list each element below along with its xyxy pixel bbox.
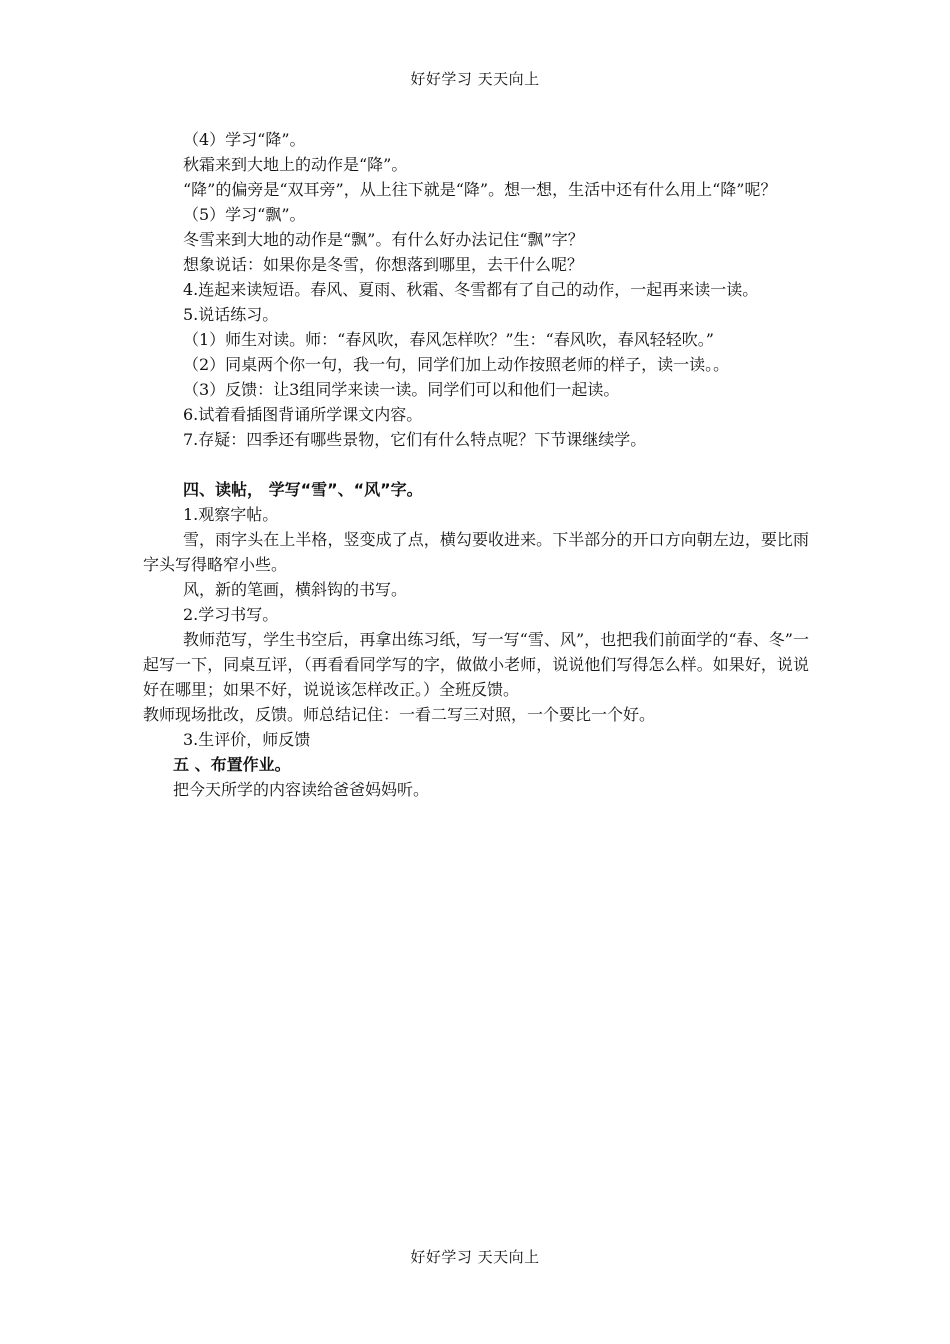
document-body [143, 127, 809, 802]
paragraph: 雪，雨字头在上半格，竖变成了点，横勾要收进来。下半部分的开口方向朝左边，要比雨字头写得略窄小些。 [143, 530, 809, 574]
paragraph: （1）师生对读。师：“春风吹，春风怎样吹？”生：“春风吹，春风轻轻吹。” [183, 330, 714, 349]
paragraph: 冬雪来到大地的动作是“飘”。有什么好办法记住“飘”字？ [183, 230, 584, 249]
paragraph: 7.存疑：四季还有哪些景物，它们有什么特点呢？下节课继续学。 [183, 430, 647, 449]
paragraph: 教师现场批改，反馈。师总结记住：一看二写三对照，一个要比一个好。 [143, 705, 656, 724]
paragraph: 秋霜来到大地上的动作是“降”。 [183, 155, 408, 174]
page-footer: 好好学习 天天向上 [410, 1248, 540, 1266]
paragraph: 风，新的笔画，横斜钩的书写。 [183, 580, 408, 599]
paragraph: （2）同桌两个你一句，我一句，同学们加上动作按照老师的样子，读一读。。 [183, 355, 730, 374]
section-heading: 五 、布置作业。 [173, 755, 291, 774]
section-heading: 四、读帖， 学写“雪”、“风”字。 [183, 480, 423, 499]
paragraph: （3）反馈：让3组同学来读一读。同学们可以和他们一起读。 [183, 380, 620, 399]
paragraph: （5）学习“飘”。 [183, 205, 306, 224]
paragraph: 3.生评价，师反馈 [183, 730, 311, 749]
paragraph: 1.观察字帖。 [183, 505, 279, 524]
paragraph: “降”的偏旁是“双耳旁”，从上往下就是“降”。想一想，生活中还有什么用上“降”呢？ [183, 180, 777, 199]
paragraph: （4）学习“降”。 [183, 130, 306, 149]
paragraph: 5.说话练习。 [183, 305, 279, 324]
spacer [143, 452, 809, 477]
paragraph: 2.学习书写。 [183, 605, 279, 624]
paragraph: 教师范写，学生书空后，再拿出练习纸，写一写“雪、风”，也把我们前面学的“春、冬”一起写一下，同桌互评，（再看看同学写的字，做做小老师，说说他们写得怎么样。如果好，说说好在哪里；如果不好，说说该怎样改正。）全班反馈。 [143, 630, 809, 699]
paragraph: 6.试着看插图背诵所学课文内容。 [183, 405, 423, 424]
paragraph: 把今天所学的内容读给爸爸妈妈听。 [173, 780, 430, 799]
paragraph: 想象说话：如果你是冬雪，你想落到哪里，去干什么呢？ [183, 255, 584, 274]
page-header: 好好学习 天天向上 [410, 70, 540, 88]
paragraph: 4.连起来读短语。春风、夏雨、秋霜、冬雪都有了自己的动作，一起再来读一读。 [183, 280, 759, 299]
